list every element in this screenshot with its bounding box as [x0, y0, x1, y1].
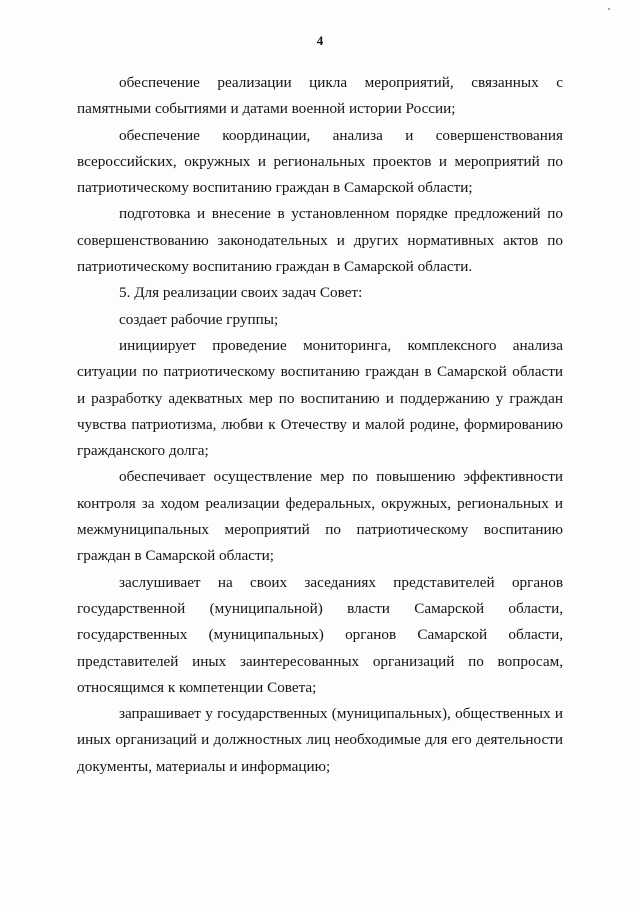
page-number: 4 — [316, 33, 324, 48]
document-body — [77, 70, 563, 780]
paragraph-commemorative-events: обеспечение реализации цикла мероприятий, связанных с памятными событиями и датами военной истории России; — [77, 74, 563, 118]
paragraph-coordination: обеспечение координации, анализа и совершенствования всероссийских, окружных и региональных проектов и мероприятий по патриотическому воспитанию граждан в Самарской области; — [77, 126, 563, 197]
paragraph-working-groups: создает рабочие группы; — [119, 310, 279, 328]
scan-speck — [608, 8, 610, 10]
paragraph-control-measures: обеспечивает осуществление мер по повышению эффективности контроля за ходом реализации федеральных, окружных, региональных и межмуниципальных мероприятий по патриотическому воспитанию граждан в Самарской области; — [77, 468, 563, 565]
paragraph-hearings: заслушивает на своих заседаниях представителей органов государственной (муниципальной) власти Самарской области, государственных (муниципальных) органов Самарской области, представителей иных заинтересованных организаций по вопросам, относящимся к компетенции Совета; — [77, 573, 563, 696]
paragraph-section-5-heading: 5. Для реализации своих задач Совет: — [119, 284, 363, 302]
paragraph-information-requests: запрашивает у государственных (муниципальных), общественных и иных организаций и должностных лиц необходимые для его деятельности документы, материалы и информацию; — [77, 705, 563, 775]
paragraph-monitoring: инициирует проведение мониторинга, комплексного анализа ситуации по патриотическому воспитанию граждан в Самарской области и разработку адекватных мер по воспитанию и поддержанию у граждан чувства патриотизма, любви к Отечеству и малой родине, формированию гражданского долга; — [77, 336, 563, 460]
paragraph-legislative-proposals: подготовка и внесение в установленном порядке предложений по совершенствованию законодательных и других нормативных актов по патриотическому воспитанию граждан в Самарской области. — [77, 205, 563, 276]
